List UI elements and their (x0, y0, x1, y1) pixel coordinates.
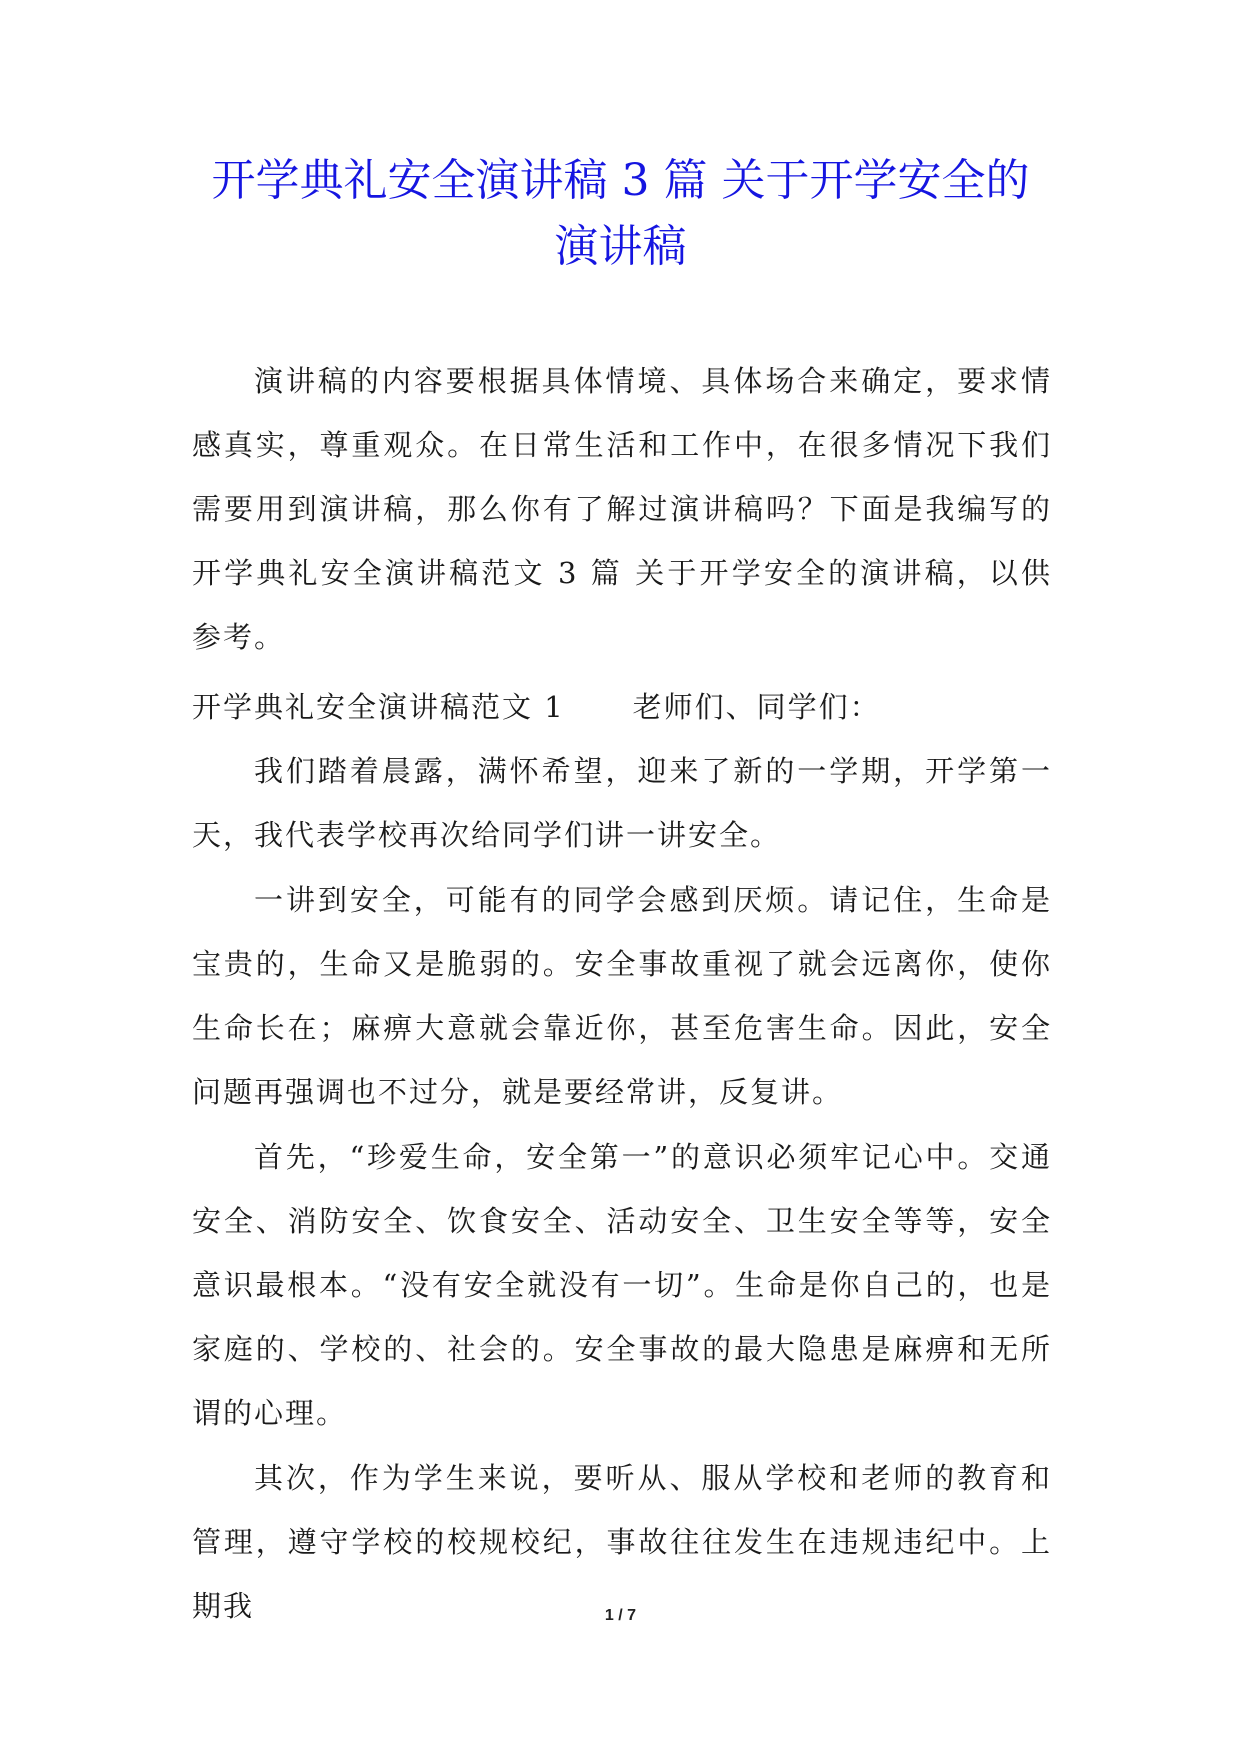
salutation: 老师们、同学们： (632, 690, 881, 724)
section-heading-line (192, 675, 1052, 739)
document-title-line-2: 演讲稿 (554, 221, 687, 272)
page-number: 1 / 7 (604, 1607, 637, 1624)
body-paragraph-1: 我们踏着晨露，满怀希望，迎来了新的一学期，开学第一天，我代表学校再次给同学们讲一讲安全。 (192, 754, 1052, 852)
body-paragraph-2: 一讲到安全，可能有的同学会感到厌烦。请记住，生命是宝贵的，生命又是脆弱的。安全事故重视了就会远离你，使你生命长在；麻痹大意就会靠近你，甚至危害生命。因此，安全问题再强调也不过分，就是要经常讲，反复讲。 (192, 883, 1052, 1109)
section-heading: 开学典礼安全演讲稿范文 1 (192, 690, 565, 724)
body-paragraph-3: 首先，“珍爱生命，安全第一”的意识必须牢记心中。交通安全、消防安全、饮食安全、活动安全、卫生安全等等，安全意识最根本。“没有安全就没有一切”。生命是你自己的，也是家庭的、学校的、社会的。安全事故的最大隐患是麻痹和无所谓的心理。 (192, 1140, 1052, 1430)
document-title-line-1: 开学典礼安全演讲稿 3 篇 关于开学安全的 (211, 155, 1030, 206)
body-paragraph-4: 其次，作为学生来说，要听从、服从学校和老师的教育和管理，遵守学校的校规校纪，事故往往发生在违规违纪中。上期我 (192, 1461, 1052, 1623)
intro-paragraph: 演讲稿的内容要根据具体情境、具体场合来确定，要求情感真实，尊重观众。在日常生活和工作中，在很多情况下我们需要用到演讲稿，那么你有了解过演讲稿吗？下面是我编写的开学典礼安全演讲稿范文 3 篇 关于开学安全的演讲稿，以供参考。 (192, 364, 1052, 654)
